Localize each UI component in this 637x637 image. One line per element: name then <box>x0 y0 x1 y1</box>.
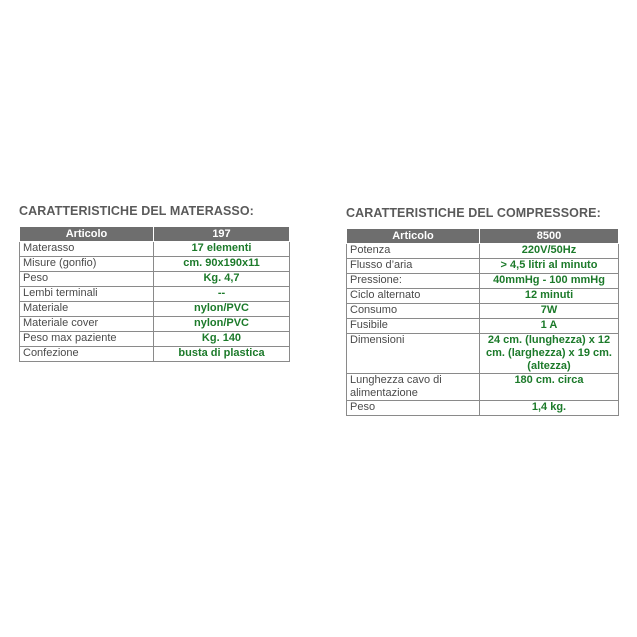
spec-label: Peso max paziente <box>20 332 154 347</box>
spec-label: Misure (gonfio) <box>20 257 154 272</box>
spec-label: Materiale cover <box>20 317 154 332</box>
spec-label: Pressione: <box>347 274 480 289</box>
spec-value: 24 cm. (lunghezza) x 12 cm. (larghezza) x 19 cm. (altezza) <box>480 334 619 374</box>
header-cell: 8500 <box>480 229 619 244</box>
table-row <box>20 272 290 287</box>
spec-value: cm. 90x190x11 <box>154 257 290 272</box>
spec-label: Materasso <box>20 242 154 257</box>
header-cell: Articolo <box>20 227 154 242</box>
table-row <box>347 319 619 334</box>
spec-value: Kg. 4,7 <box>154 272 290 287</box>
compressor-spec-table <box>346 228 619 416</box>
mattress-title: CARATTERISTICHE DEL MATERASSO: <box>19 204 254 218</box>
spec-value: 7W <box>480 304 619 319</box>
spec-value: 17 elementi <box>154 242 290 257</box>
spec-label: Potenza <box>347 244 480 259</box>
table-row <box>347 304 619 319</box>
table-row <box>20 257 290 272</box>
spec-label: Dimensioni <box>347 334 480 374</box>
spec-value: 1,4 kg. <box>480 401 619 416</box>
table-row <box>347 334 619 374</box>
spec-value: 12 minuti <box>480 289 619 304</box>
table-row <box>20 302 290 317</box>
spec-label: Consumo <box>347 304 480 319</box>
mattress-spec-table <box>19 226 290 362</box>
spec-label: Fusibile <box>347 319 480 334</box>
table-row <box>347 401 619 416</box>
spec-label: Peso <box>347 401 480 416</box>
table-header-row <box>347 229 619 244</box>
spec-value: 1 A <box>480 319 619 334</box>
header-cell: 197 <box>154 227 290 242</box>
spec-label: Materiale <box>20 302 154 317</box>
spec-value: Kg. 140 <box>154 332 290 347</box>
spec-label: Confezione <box>20 347 154 362</box>
compressor-title: CARATTERISTICHE DEL COMPRESSORE: <box>346 206 601 220</box>
table-header-row <box>20 227 290 242</box>
table-row <box>20 287 290 302</box>
table-row <box>20 242 290 257</box>
spec-value: nylon/PVC <box>154 317 290 332</box>
table-row <box>20 317 290 332</box>
mattress-section <box>19 204 290 362</box>
table-row <box>347 374 619 401</box>
spec-value: > 4,5 litri al minuto <box>480 259 619 274</box>
spec-label: Lunghezza cavo di alimentazione <box>347 374 480 401</box>
table-row <box>347 244 619 259</box>
table-row <box>347 274 619 289</box>
compressor-section <box>346 206 619 416</box>
spec-label: Ciclo alternato <box>347 289 480 304</box>
header-cell: Articolo <box>347 229 480 244</box>
spec-label: Peso <box>20 272 154 287</box>
spec-value: 40mmHg - 100 mmHg <box>480 274 619 289</box>
table-row <box>20 347 290 362</box>
table-row <box>20 332 290 347</box>
spec-label: Flusso d’aria <box>347 259 480 274</box>
spec-label: Lembi terminali <box>20 287 154 302</box>
spec-value: 220V/50Hz <box>480 244 619 259</box>
table-row <box>347 289 619 304</box>
spec-value: -- <box>154 287 290 302</box>
table-row <box>347 259 619 274</box>
spec-value: 180 cm. circa <box>480 374 619 401</box>
spec-value: nylon/PVC <box>154 302 290 317</box>
spec-value: busta di plastica <box>154 347 290 362</box>
